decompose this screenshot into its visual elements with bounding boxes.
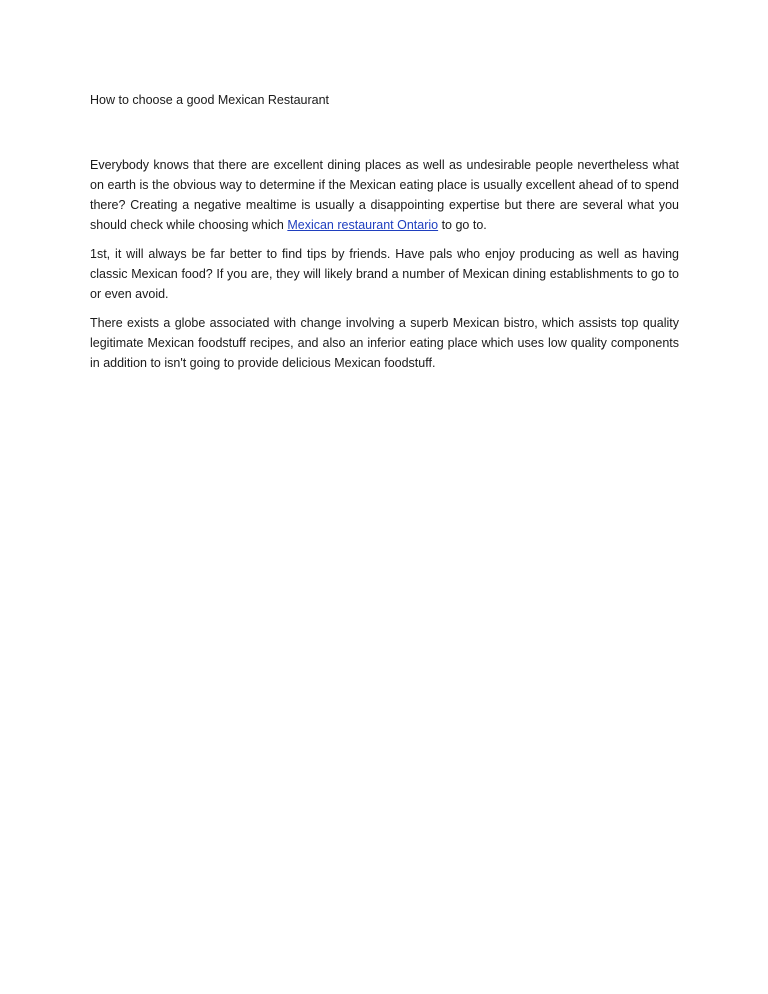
paragraph-intro: [90, 155, 679, 235]
paragraph-intro-text: Everybody knows that there are excellent dining places as well as undesirable people nevertheless what on earth is the obvious way to determine if the Mexican eating place is usually excellent ahead of to spend there? Creating a negative mealtime is usually a disappointing expertise but there are several what you should check while choosing which: [90, 158, 679, 232]
paragraph-intro-tail: to go to.: [438, 218, 487, 232]
document-page: [90, 90, 679, 373]
document-title: How to choose a good Mexican Restaurant: [90, 93, 330, 107]
paragraph-tips: 1st, it will always be far better to find tips by friends. Have pals who enjoy producing as well as having classic Mexican food? If you are, they will likely brand a number of Mexican dining establishments to go to or even avoid.: [90, 247, 679, 301]
paragraph-difference: There exists a globe associated with change involving a superb Mexican bistro, which assists top quality legitimate Mexican foodstuff recipes, and also an inferior eating place which uses low quality components in addition to isn't going to provide delicious Mexican foodstuff.: [90, 316, 679, 370]
mexican-restaurant-ontario-link[interactable]: Mexican restaurant Ontario: [287, 218, 439, 232]
